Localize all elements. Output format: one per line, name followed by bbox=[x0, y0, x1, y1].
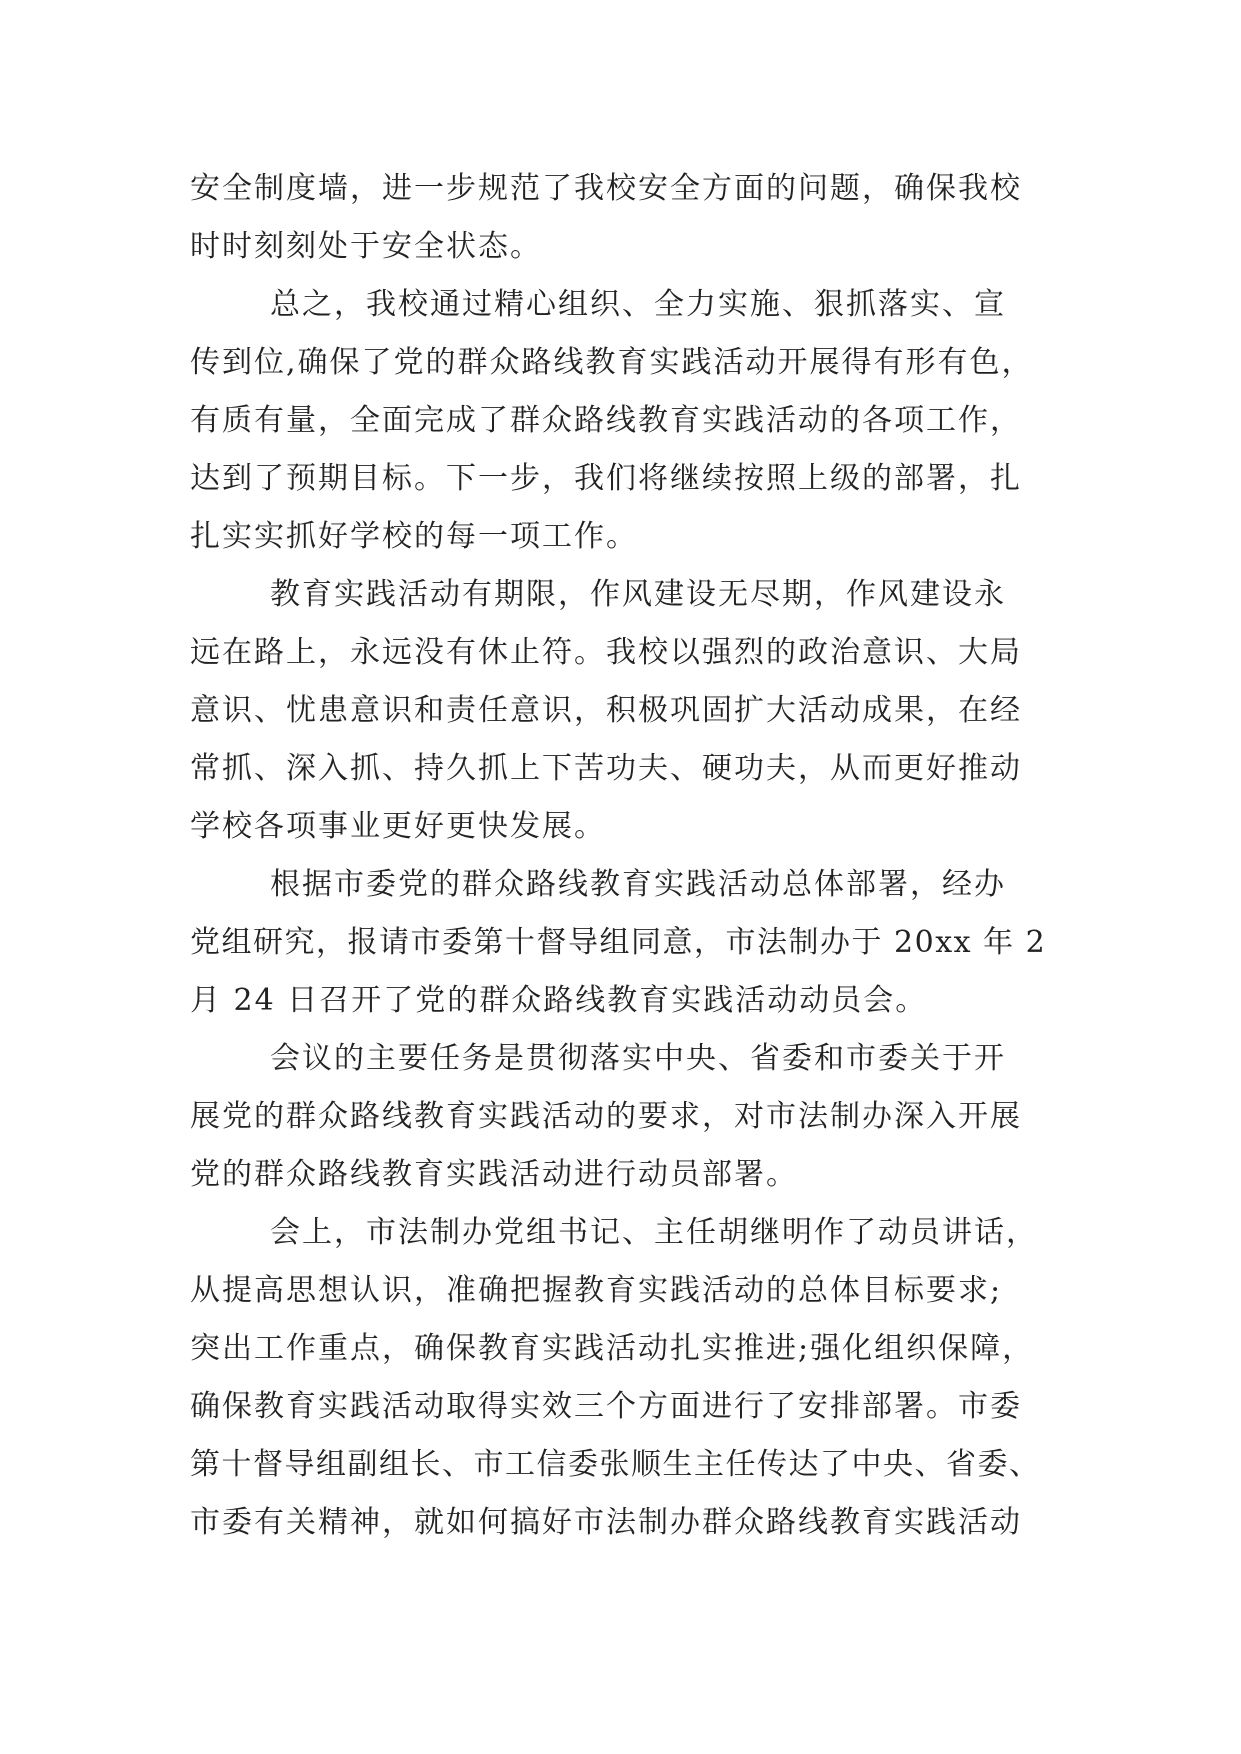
text-line: 教育实践活动有期限，作风建设无尽期，作风建设永 bbox=[270, 577, 1006, 612]
document-body bbox=[190, 160, 1050, 1552]
text-line: 传到位,确保了党的群众路线教育实践活动开展得有形有色， bbox=[190, 345, 1034, 380]
text-line: 时时刻刻处于安全状态。 bbox=[190, 229, 542, 264]
text-line: 扎实实抓好学校的每一项工作。 bbox=[190, 519, 638, 554]
text-line: 确保教育实践活动取得实效三个方面进行了安排部署。市委 bbox=[190, 1389, 1022, 1424]
text-line: 党组研究，报请市委第十督导组同意，市法制办于 20xx 年 2 bbox=[190, 925, 1047, 960]
text-line: 总之，我校通过精心组织、全力实施、狠抓落实、宣 bbox=[270, 287, 1006, 322]
text-line: 达到了预期目标。下一步，我们将继续按照上级的部署，扎 bbox=[190, 461, 1022, 496]
text-line: 第十督导组副组长、市工信委张顺生主任传达了中央、省委、 bbox=[190, 1447, 1041, 1482]
text-line: 常抓、深入抓、持久抓上下苦功夫、硬功夫，从而更好推动 bbox=[190, 751, 1022, 786]
text-line: 月 24 日召开了党的群众路线教育实践活动动员会。 bbox=[190, 983, 928, 1018]
text-line: 党的群众路线教育实践活动进行动员部署。 bbox=[190, 1157, 798, 1192]
text-line: 安全制度墙，进一步规范了我校安全方面的问题，确保我校 bbox=[190, 171, 1022, 206]
text-line: 突出工作重点，确保教育实践活动扎实推进;强化组织保障， bbox=[190, 1331, 1035, 1366]
text-line: 市委有关精神，就如何搞好市法制办群众路线教育实践活动 bbox=[190, 1505, 1022, 1540]
text-line: 有质有量，全面完成了群众路线教育实践活动的各项工作， bbox=[190, 403, 1022, 438]
text-line: 会议的主要任务是贯彻落实中央、省委和市委关于开 bbox=[270, 1041, 1006, 1076]
text-line: 意识、忧患意识和责任意识，积极巩固扩大活动成果，在经 bbox=[190, 693, 1022, 728]
text-line: 展党的群众路线教育实践活动的要求，对市法制办深入开展 bbox=[190, 1099, 1022, 1134]
text-line: 会上，市法制办党组书记、主任胡继明作了动员讲话， bbox=[270, 1215, 1038, 1250]
text-line: 从提高思想认识，准确把握教育实践活动的总体目标要求; bbox=[190, 1273, 1003, 1308]
text-line: 远在路上，永远没有休止符。我校以强烈的政治意识、大局 bbox=[190, 635, 1022, 670]
text-line: 学校各项事业更好更快发展。 bbox=[190, 809, 606, 844]
text-line: 根据市委党的群众路线教育实践活动总体部署，经办 bbox=[270, 867, 1006, 902]
